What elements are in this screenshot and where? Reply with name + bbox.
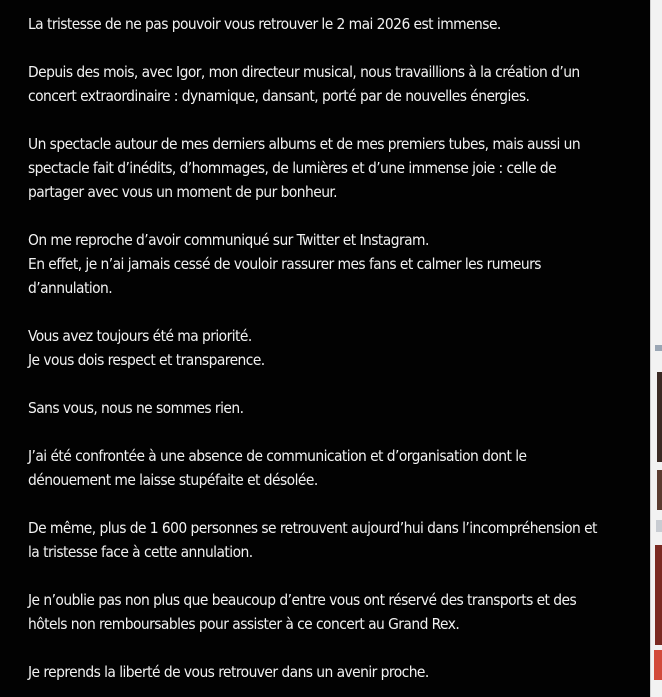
text-line: J’ai été confrontée à une absence de communication et d’organisation dont le — [28, 447, 527, 465]
text-line: Un spectacle autour de mes derniers albums et de mes premiers tubes, mais aussi un — [28, 135, 581, 153]
paragraph — [28, 132, 636, 204]
paragraph — [28, 324, 636, 372]
text-line: partager avec vous un moment de pur bonheur. — [28, 183, 338, 201]
text-line: La tristesse de ne pas pouvoir vous retrouver le 2 mai 2026 est immense. — [28, 15, 501, 33]
text-line: Je reprends la liberté de vous retrouver dans un avenir proche. — [28, 663, 429, 681]
text-line: Je vous dois respect et transparence. — [28, 351, 265, 369]
text-line: spectacle fait d’inédits, d’hommages, de lumières et d’une immense joie : celle de — [28, 159, 557, 177]
text-line: la tristesse face à cette annulation. — [28, 543, 253, 561]
text-line: On me reproche d’avoir communiqué sur Twitter et Instagram. — [28, 231, 429, 249]
background-fragment — [654, 650, 662, 680]
paragraph — [28, 444, 636, 492]
text-line: Je n’oublie pas non plus que beaucoup d’entre vous ont réservé des transports et des — [28, 591, 577, 609]
text-line: dénouement me laisse stupéfaite et désolée. — [28, 471, 318, 489]
paragraph — [28, 12, 636, 36]
background-fragment — [657, 372, 662, 462]
text-line: Depuis des mois, avec Igor, mon directeur musical, nous travaillions à la création d’un — [28, 63, 580, 81]
text-line: d’annulation. — [28, 279, 113, 297]
background-fragment — [655, 345, 662, 351]
paragraph — [28, 660, 636, 684]
text-line: concert extraordinaire : dynamique, dansant, porté par de nouvelles énergies. — [28, 87, 530, 105]
message-text — [28, 12, 636, 697]
paragraph — [28, 516, 636, 564]
text-line: hôtels non remboursables pour assister à ce concert au Grand Rex. — [28, 615, 460, 633]
text-line: Sans vous, nous ne sommes rien. — [28, 399, 244, 417]
background-fragment — [655, 545, 662, 645]
background-fragment — [656, 520, 662, 532]
paragraph — [28, 60, 636, 108]
text-line: Vous avez toujours été ma priorité. — [28, 327, 252, 345]
text-line: En effet, je n’ai jamais cessé de vouloir rassurer mes fans et calmer les rumeurs — [28, 255, 541, 273]
paragraph — [28, 228, 636, 300]
paragraph — [28, 396, 636, 420]
background-fragment — [657, 470, 662, 510]
text-line: De même, plus de 1 600 personnes se retrouvent aujourd’hui dans l’incompréhension et — [28, 519, 597, 537]
paragraph — [28, 588, 636, 636]
background-page-edge — [650, 0, 662, 697]
